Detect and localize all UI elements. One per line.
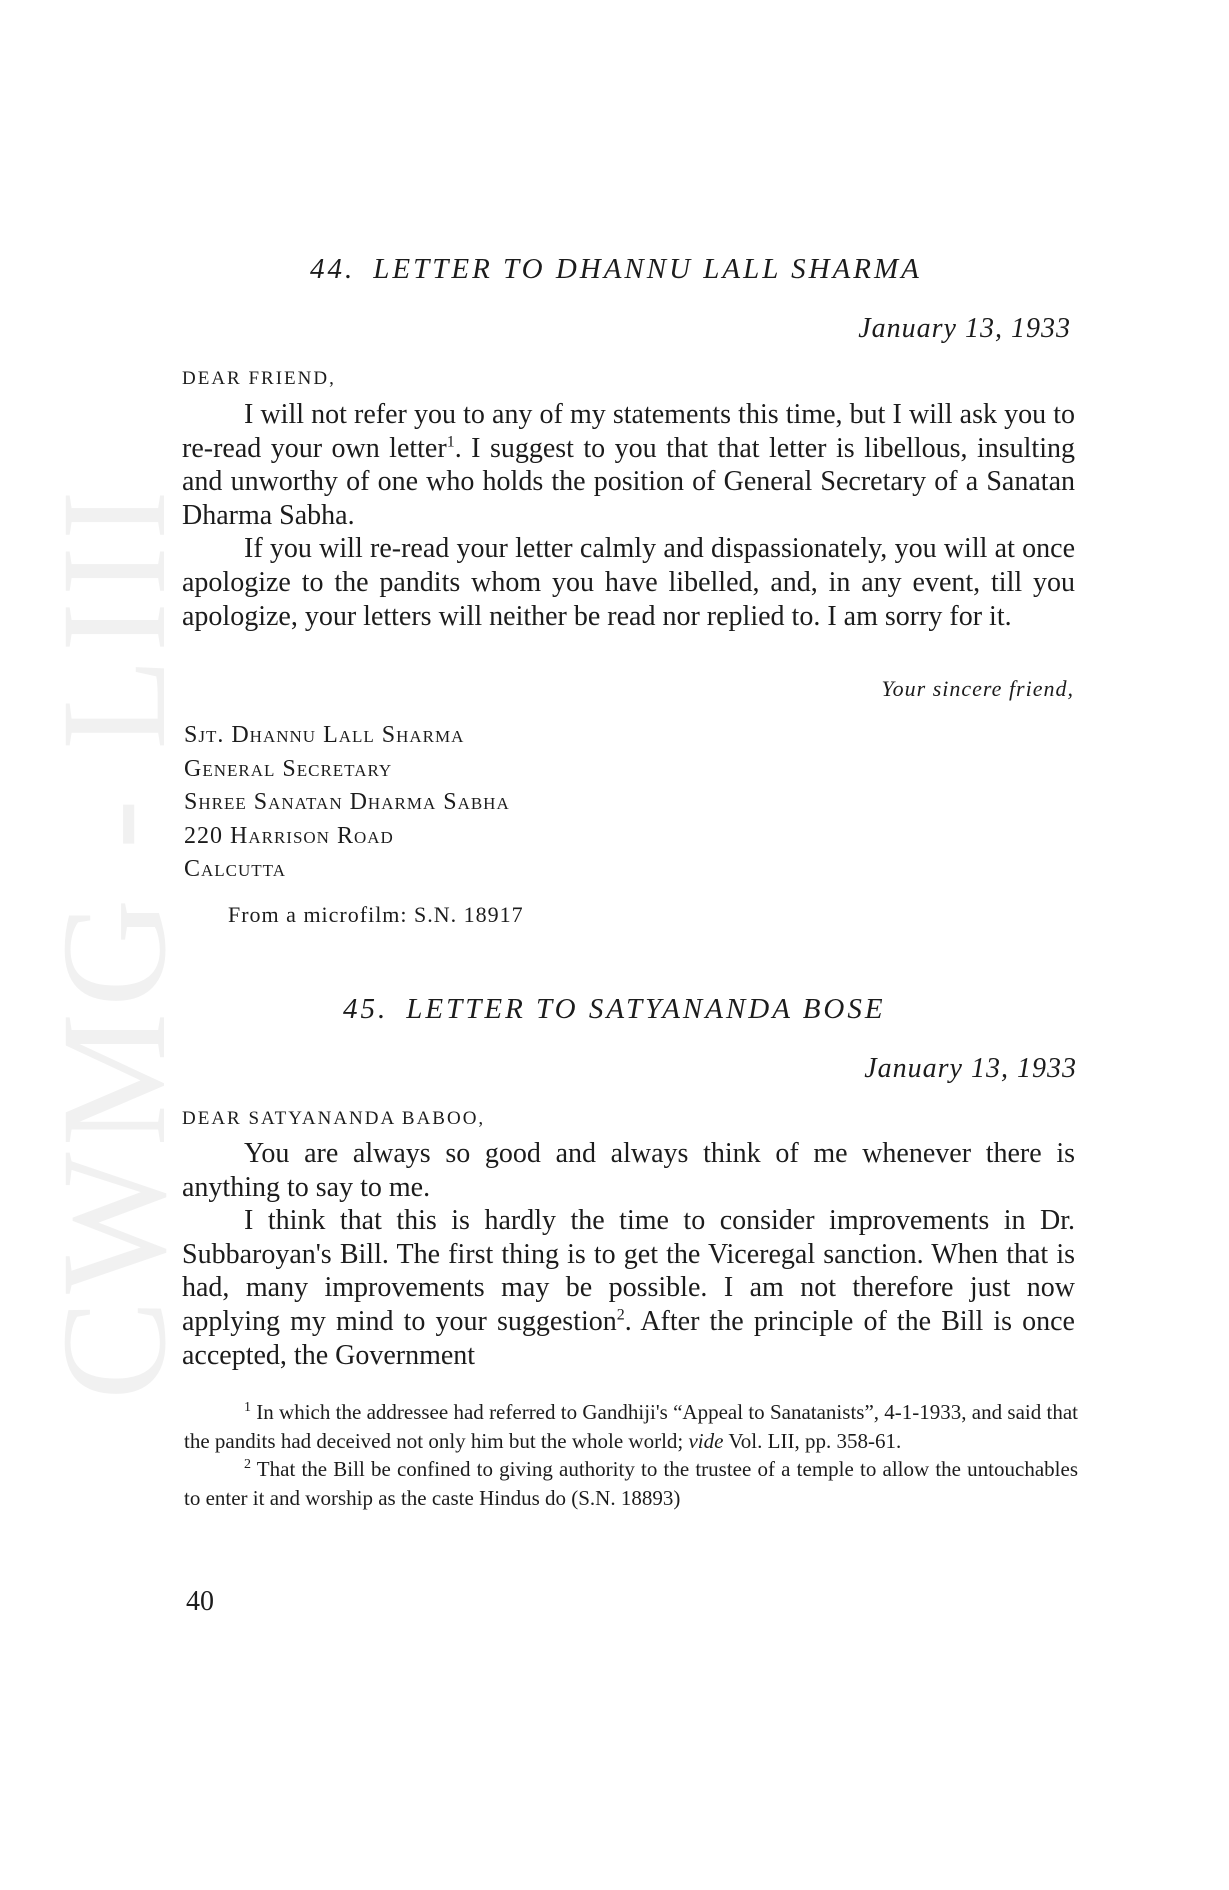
letter-1-address	[184, 719, 510, 887]
letter-1-source: From a microfilm: S.N. 18917	[228, 902, 524, 927]
footnotes	[184, 1398, 1078, 1512]
letter-1-title: LETTER TO DHANNU LALL SHARMA	[373, 253, 922, 285]
paragraph-text: . After the principle of the Bill is once accepted, the Government	[182, 1305, 1075, 1371]
footnote-1	[184, 1398, 1078, 1455]
footnote-marker: 1	[244, 1400, 251, 1415]
letter-2-number: 45.	[343, 993, 389, 1025]
footnote-text: In which the addressee had referred to Gandhiji's “Appeal to Sanatanists”, 4-1-1933, and said that the pandits had deceived not only him but the whole world;	[184, 1400, 1078, 1453]
letter-2-heading	[343, 993, 886, 1026]
address-line: Sjt. Dhannu Lall Sharma	[184, 722, 465, 748]
letter-1-closing: Your sincere friend,	[881, 676, 1074, 701]
footnote-text: Vol. LII, pp. 358-61.	[723, 1428, 902, 1453]
letter-2-paragraph	[182, 1204, 1075, 1372]
letter-1-date: January 13, 1933	[858, 313, 1071, 344]
paragraph-text: You are always so good and always think of me whenever there is anything to say to me.	[182, 1138, 1075, 1203]
address-line: Shree Sanatan Dharma Sabha	[184, 789, 510, 815]
letter-1-salutation: DEAR FRIEND,	[182, 368, 336, 389]
letter-1-paragraph	[182, 398, 1075, 532]
address-line: 220 Harrison Road	[184, 822, 394, 849]
footnote-reference: 1	[446, 433, 455, 451]
paragraph-text: If you will re-read your letter calmly and dispassionately, you will at once apologize to the pandits whom you have libelled, and, in any event, till you apologize, your letters will neither be read nor replied to. I am sorry for it.	[182, 533, 1075, 632]
letter-2-title: LETTER TO SATYANANDA BOSE	[406, 993, 886, 1025]
footnote-italic: vide	[688, 1428, 724, 1453]
paragraph-text: . I suggest to you that that letter is libellous, insulting and unworthy of one who holds the position of General Secretary of a Sanatan Dharma Sabha.	[182, 432, 1075, 531]
letter-2-date: January 13, 1933	[864, 1053, 1077, 1084]
paragraph-text: I will not refer you to any of my statements this time, but I will ask you to re-read your own letter	[182, 399, 1075, 464]
footnote-reference: 2	[616, 1306, 625, 1324]
letter-2-body	[182, 1137, 1075, 1372]
letter-1-body	[182, 398, 1075, 633]
footnote-marker: 2	[244, 1457, 251, 1472]
footnote-text: That the Bill be confined to giving authority to the trustee of a temple to allow the untouchables to enter it and worship as the caste Hindus do (S.N. 18893)	[184, 1457, 1078, 1510]
paragraph-text: I think that this is hardly the time to consider improvements in Dr. Subbaroyan's Bill. The first thing is to get the Viceregal sanction. When that is had, many improvements may be possible. I am not therefore just now applying my mind to your suggestion	[182, 1205, 1075, 1337]
address-line: Calcutta	[184, 856, 286, 882]
watermark: CWMG - LIII	[31, 484, 197, 1400]
footnote-2	[184, 1455, 1078, 1512]
page-number: 40	[186, 1586, 214, 1617]
letter-1-paragraph	[182, 532, 1075, 633]
letter-2-salutation: DEAR SATYANANDA BABOO,	[182, 1108, 486, 1129]
letter-1-number: 44.	[310, 253, 356, 285]
letter-2-paragraph	[182, 1137, 1075, 1204]
letter-1-heading	[310, 253, 922, 286]
address-line: General Secretary	[184, 755, 393, 782]
